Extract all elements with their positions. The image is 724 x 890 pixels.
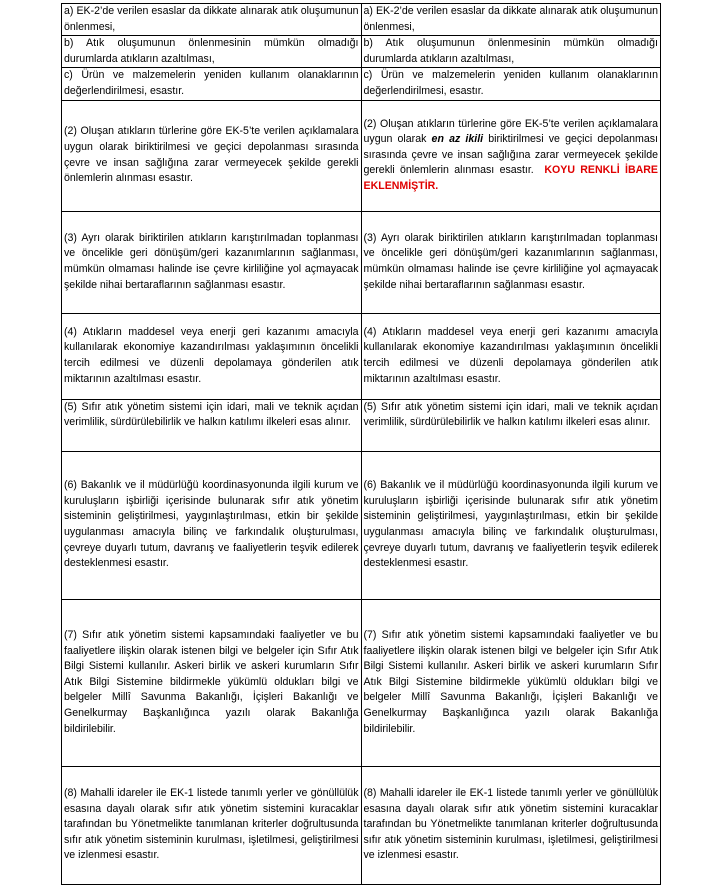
left-cell-8: (8) Mahalli idareler ile EK-1 listede tanımlı yerler ve gönüllülük esasına dayalı olarak sıfır atık yönetim sistemini kuracaklar tarafından bu Yönetmelikte tanımlanan kriterler doğrultusunda sıfır atık yönetim sisteminin kurulması, işletilmesi, geliştirilmesi ve izlenmesi esastır. [62, 766, 362, 884]
left-cell-4: (4) Atıkların maddesel veya enerji geri kazanımı amacıyla kullanılarak ekonomiye kazandırılması yaklaşımının öncelikli tercih edilmesi ve düzenli depolamaya gönderilen atık miktarının azaltılması esastır. [62, 313, 362, 399]
left-cell-c: c) Ürün ve malzemelerin yeniden kullanım olanaklarının değerlendirilmesi, esastır. [62, 68, 362, 100]
right-cell-b: b) Atık oluşumunun önlenmesinin mümkün olmadığı durumlarda atıkların azaltılması, [361, 36, 661, 68]
right-cell-4: (4) Atıkların maddesel veya enerji geri kazanımı amacıyla kullanılarak ekonomiye kazandırılması yaklaşımının öncelikli tercih edilmesi ve düzenli depolamaya gönderilen atık miktarının azaltılması esastır. [361, 313, 661, 399]
table-row [62, 766, 661, 884]
table-row [62, 211, 661, 313]
left-cell-3: (3) Ayrı olarak biriktirilen atıkların karıştırılmadan toplanması ve öncelikle geri dönüşüm/geri kazanımlarının sağlanması, mümkün olmaması halinde ise çevre kirliliğine yol açmayacak şekilde nihai bertaraflarının sağlanması esastır. [62, 211, 362, 313]
left-cell-6: (6) Bakanlık ve il müdürlüğü koordinasyonunda ilgili kurum ve kuruluşların işbirliği içerisinde bulunarak sıfır atık yönetim sisteminin geliştirilmesi, yaygınlaştırılması, etkin bir şekilde uygulanması amacıyla bilinç ve farkındalık oluşturulması, çevreye duyarlı tutum, davranış ve faaliyetlerin teşvik edilerek desteklenmesi esastır. [62, 451, 362, 599]
right-cell-7: (7) Sıfır atık yönetim sistemi kapsamındaki faaliyetler ve bu faaliyetlere ilişkin olarak istenen bilgi ve belgeler için Sıfır Atık Bilgi Sistemi kullanılır. Askeri birlik ve askeri kurumların Sıfır Atık Bilgi Sistemine bildirmekle yükümlü oldukları bilgi ve belgeler Millî Savunma Bakanlığı, İçişleri Bakanlığı ve Genelkurmay Başkanlığınca yazılı olarak Bakanlığa bildirilebilir. [361, 599, 661, 766]
comparison-document [61, 3, 661, 885]
right-cell-2 [361, 100, 661, 211]
left-cell-a: a) EK-2’de verilen esaslar da dikkate alınarak atık oluşumunun önlenmesi, [62, 4, 362, 36]
comparison-table [61, 3, 661, 885]
right-cell-a: a) EK-2’de verilen esaslar da dikkate alınarak atık oluşumunun önlenmesi, [361, 4, 661, 36]
table-row [62, 599, 661, 766]
table-row [62, 68, 661, 100]
table-row [62, 36, 661, 68]
table-row [62, 4, 661, 36]
right-cell-3: (3) Ayrı olarak biriktirilen atıkların karıştırılmadan toplanması ve öncelikle geri dönüşüm/geri kazanımlarının sağlanması, mümkün olmaması halinde ise çevre kirliliğine yol açmayacak şekilde nihai bertaraflarının sağlanması esastır. [361, 211, 661, 313]
table-row [62, 100, 661, 211]
right-text-2-end: biriktirilmesi ve geçici depolanması sırasında çevre ve insan sağlığına zarar vermeyecek şekilde gerekli önlemlerin alınması esastır. [363, 133, 658, 177]
right-cell-8: (8) Mahalli idareler ile EK-1 listede tanımlı yerler ve gönüllülük esasına dayalı olarak sıfır atık yönetim sistemini kuracaklar tarafından bu Yönetmelikte tanımlanan kriterler doğrultusunda sıfır atık yönetim sisteminin kurulması, işletilmesi, geliştirilmesi ve izlenmesi esastır. [361, 766, 661, 884]
left-cell-b: b) Atık oluşumunun önlenmesinin mümkün olmadığı durumlarda atıkların azaltılması, [62, 36, 362, 68]
left-cell-7: (7) Sıfır atık yönetim sistemi kapsamındaki faaliyetler ve bu faaliyetlere ilişkin olarak istenen bilgi ve belgeler için Sıfır Atık Bilgi Sistemi kullanılır. Askeri birlik ve askeri kurumların Sıfır Atık Bilgi Sistemine bildirmekle yükümlü oldukları bilgi ve belgeler Millî Savunma Bakanlığı, İçişleri Bakanlığı ve Genelkurmay Başkanlığınca yazılı olarak Bakanlığa bildirilebilir. [62, 599, 362, 766]
right-cell-5: (5) Sıfır atık yönetim sistemi için idari, mali ve teknik açıdan verimlilik, sürdürülebilirlik ve halkın katılımı ilkeleri esas alınır. [361, 399, 661, 451]
left-cell-5: (5) Sıfır atık yönetim sistemi için idari, mali ve teknik açıdan verimlilik, sürdürülebilirlik ve halkın katılımı ilkeleri esas alınır. [62, 399, 362, 451]
right-cell-c: c) Ürün ve malzemelerin yeniden kullanım olanaklarının değerlendirilmesi, esastır. [361, 68, 661, 100]
table-row [62, 399, 661, 451]
added-phrase: en az ikili [431, 133, 484, 146]
table-row [62, 313, 661, 399]
right-text-2-start: (2) Oluşan atıkların türlerine göre EK-5’te verilen açıklamalara uygun olarak [363, 117, 658, 146]
amendment-note: KOYU RENKLİ İBARE EKLENMİŞTİR. [363, 164, 658, 192]
right-cell-6: (6) Bakanlık ve il müdürlüğü koordinasyonunda ilgili kurum ve kuruluşların işbirliği içerisinde bulunarak sıfır atık yönetim sisteminin geliştirilmesi, yaygınlaştırılması, etkin bir şekilde uygulanması amacıyla bilinç ve farkındalık oluşturulması, çevreye duyarlı tutum, davranış ve faaliyetlerin teşvik edilerek desteklenmesi esastır. [361, 451, 661, 599]
left-cell-2: (2) Oluşan atıkların türlerine göre EK-5’te verilen açıklamalara uygun olarak biriktirilmesi ve geçici depolanması sırasında çevre ve insan sağlığına zarar vermeyecek şekilde gerekli önlemlerin alınması esastır. [62, 100, 362, 211]
table-row [62, 451, 661, 599]
